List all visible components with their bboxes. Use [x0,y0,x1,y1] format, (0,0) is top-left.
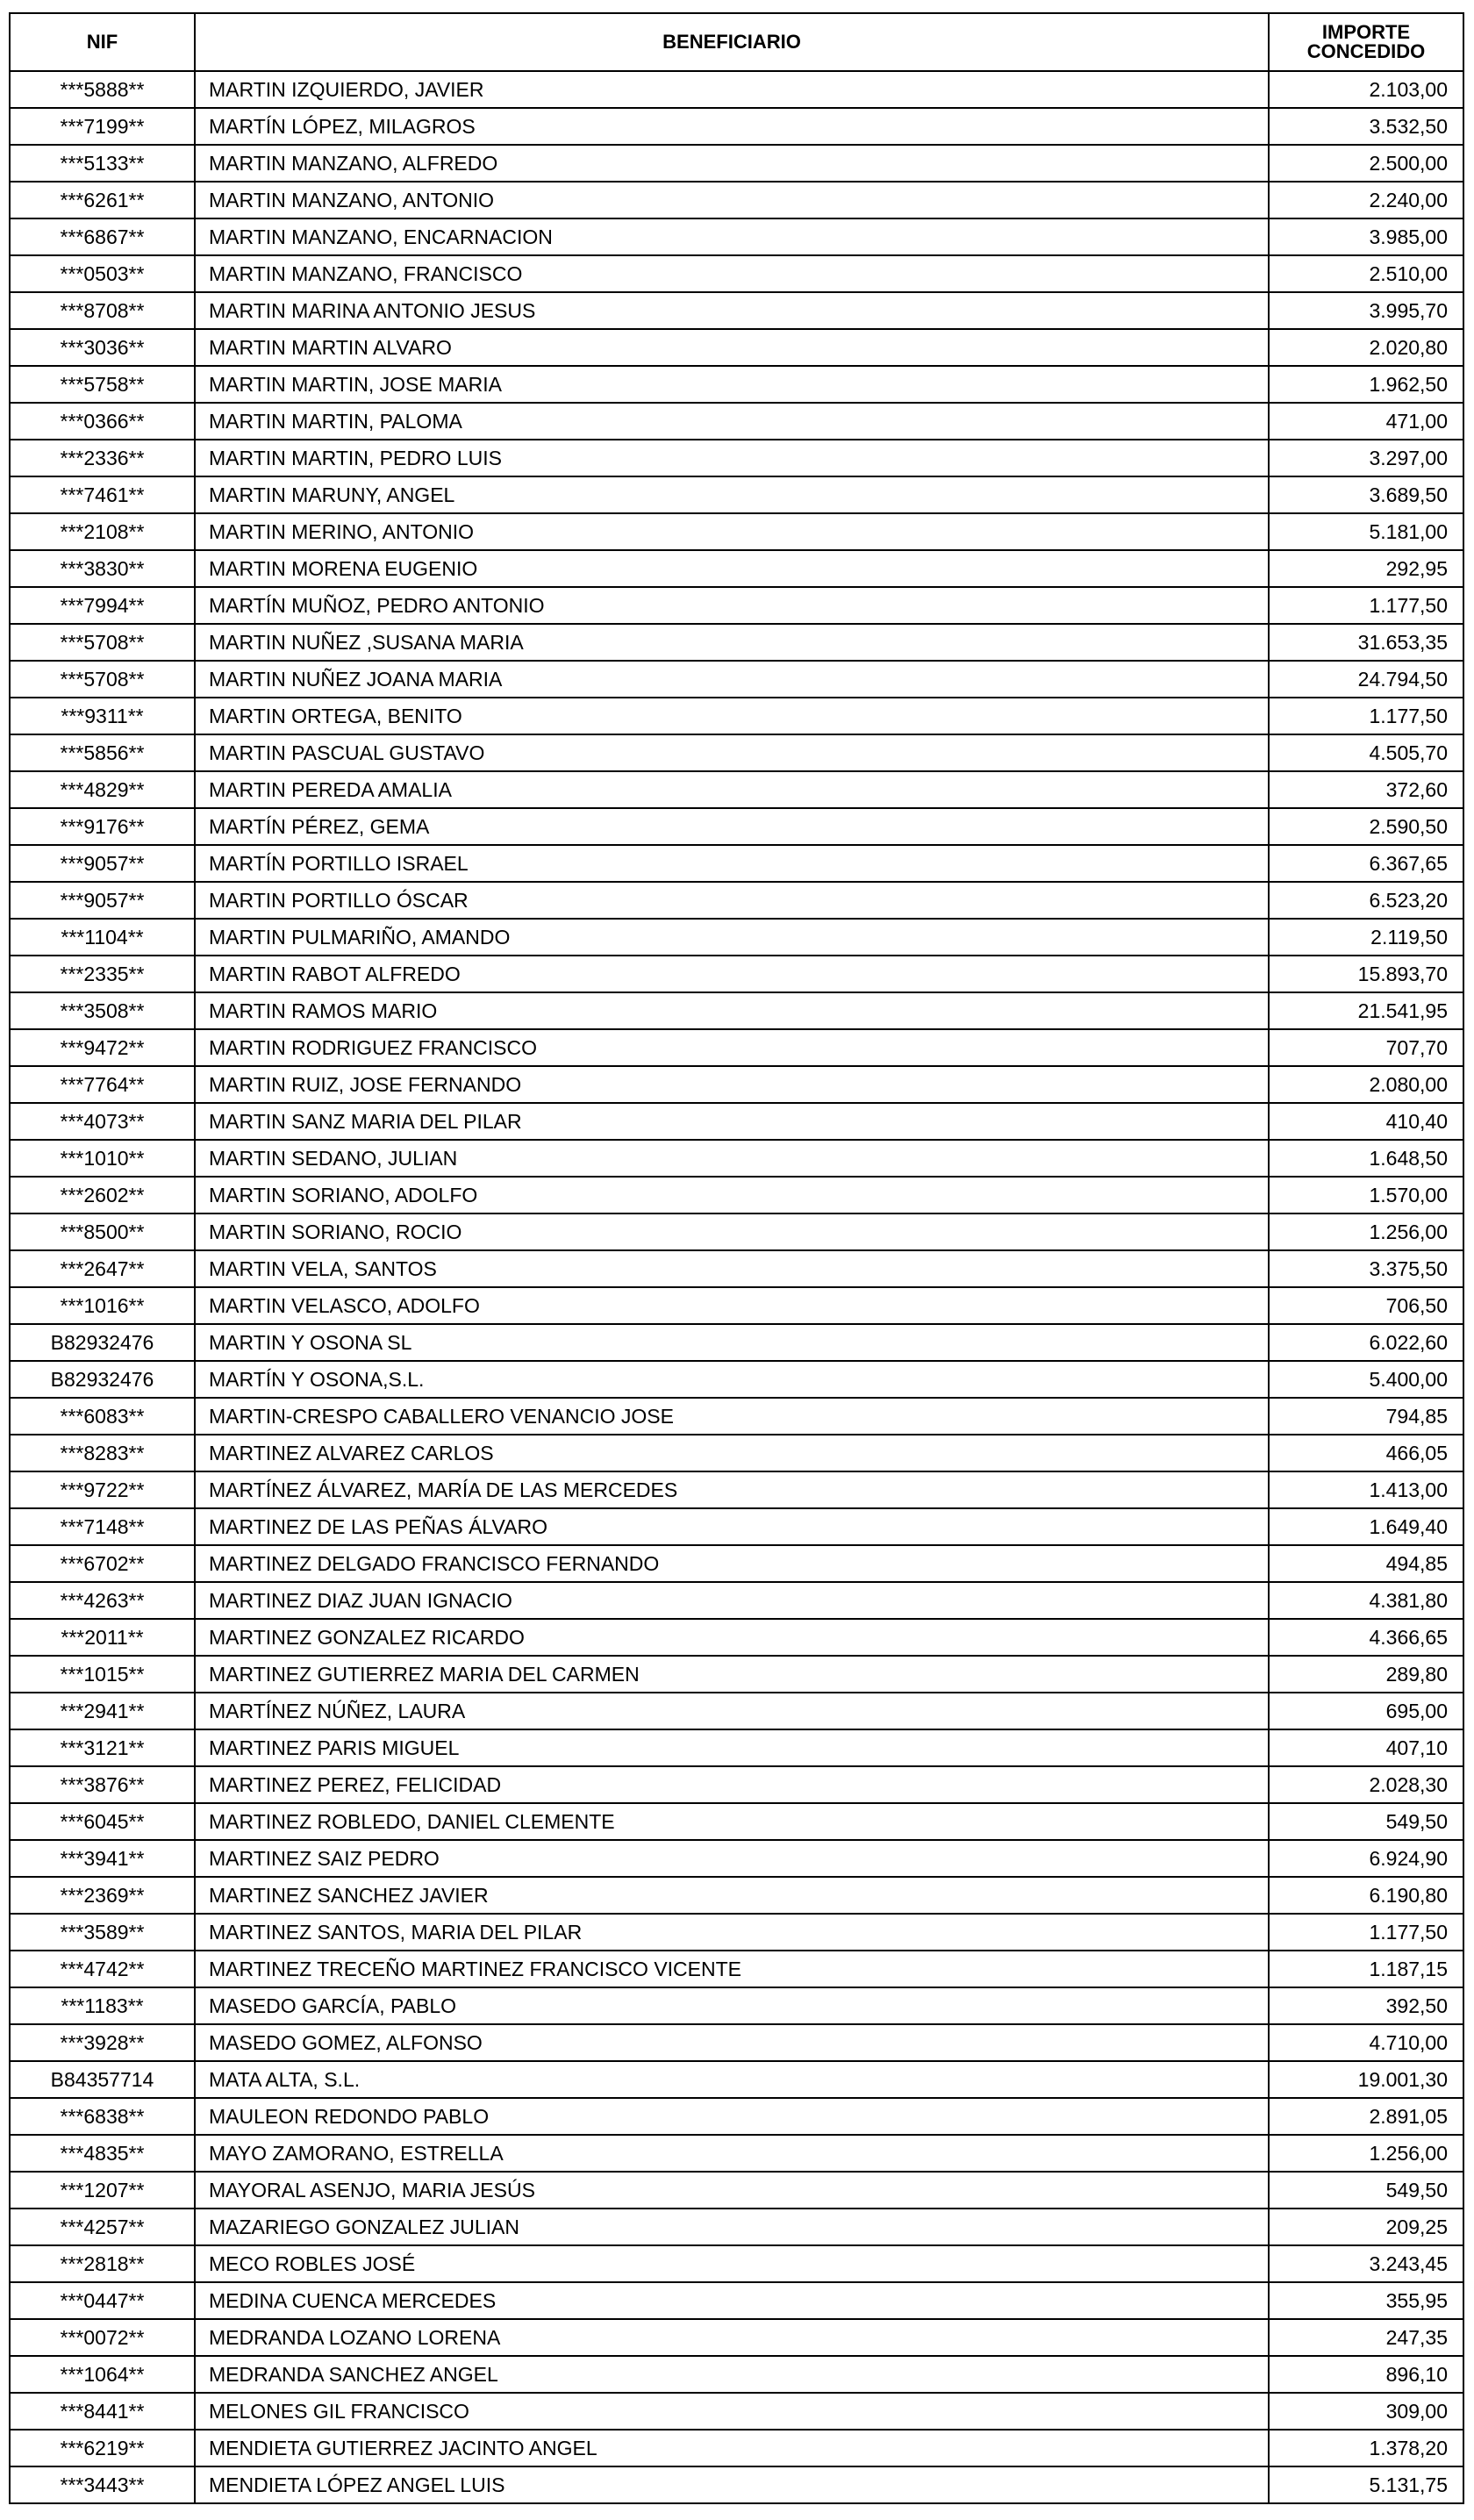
beneficiario-cell: MELONES GIL FRANCISCO [195,2393,1269,2430]
table-row [10,2430,1463,2466]
table-row [10,108,1463,145]
beneficiario-cell: MATA ALTA, S.L. [195,2061,1269,2098]
nif-cell: ***3443** [10,2466,195,2503]
table-row [10,1693,1463,1729]
importe-cell: 706,50 [1269,1287,1463,1324]
beneficiario-cell: MARTIN MANZANO, ANTONIO [195,182,1269,218]
nif-cell: ***6867** [10,218,195,255]
table-row [10,1140,1463,1177]
importe-cell: 15.893,70 [1269,956,1463,992]
importe-cell: 471,00 [1269,403,1463,440]
beneficiario-cell: MARTINEZ ALVAREZ CARLOS [195,1435,1269,1471]
importe-cell: 6.190,80 [1269,1877,1463,1914]
importe-cell: 392,50 [1269,1987,1463,2024]
nif-cell: ***4263** [10,1582,195,1619]
table-row [10,1213,1463,1250]
table-row [10,1066,1463,1103]
nif-cell: ***7461** [10,476,195,513]
table-row [10,1545,1463,1582]
importe-cell: 2.028,30 [1269,1766,1463,1803]
importe-cell: 4.366,65 [1269,1619,1463,1656]
nif-cell: B82932476 [10,1324,195,1361]
importe-cell: 5.131,75 [1269,2466,1463,2503]
importe-cell: 289,80 [1269,1656,1463,1693]
nif-cell: ***6083** [10,1398,195,1435]
nif-cell: ***9472** [10,1029,195,1066]
importe-cell: 2.500,00 [1269,145,1463,182]
beneficiario-cell: MARTIN VELA, SANTOS [195,1250,1269,1287]
table-row [10,1619,1463,1656]
table-row [10,2135,1463,2172]
importe-cell: 2.590,50 [1269,808,1463,845]
table-row [10,476,1463,513]
nif-cell: ***1104** [10,919,195,956]
table-row [10,1840,1463,1877]
table-row [10,550,1463,587]
beneficiario-cell: MARTIN PULMARIÑO, AMANDO [195,919,1269,956]
table-row [10,808,1463,845]
beneficiario-cell: MENDIETA LÓPEZ ANGEL LUIS [195,2466,1269,2503]
table-row [10,403,1463,440]
importe-cell: 292,95 [1269,550,1463,587]
beneficiario-cell: MARTIN MARINA ANTONIO JESUS [195,292,1269,329]
table-row [10,1324,1463,1361]
importe-cell: 5.181,00 [1269,513,1463,550]
importe-cell: 410,40 [1269,1103,1463,1140]
importe-cell: 2.240,00 [1269,182,1463,218]
importe-cell: 1.256,00 [1269,2135,1463,2172]
importe-cell: 6.022,60 [1269,1324,1463,1361]
importe-cell: 3.243,45 [1269,2245,1463,2282]
importe-cell: 6.523,20 [1269,882,1463,919]
nif-cell: ***9176** [10,808,195,845]
table-row [10,2393,1463,2430]
table-row [10,956,1463,992]
beneficiario-cell: MARTINEZ DE LAS PEÑAS ÁLVARO [195,1508,1269,1545]
table-row [10,2172,1463,2209]
table-row [10,992,1463,1029]
beneficiario-cell: MARTÍN PORTILLO ISRAEL [195,845,1269,882]
table-row [10,2282,1463,2319]
nif-cell: ***4742** [10,1951,195,1987]
nif-cell: ***4257** [10,2209,195,2245]
importe-cell: 2.103,00 [1269,71,1463,108]
beneficiario-cell: MARTIN PORTILLO ÓSCAR [195,882,1269,919]
nif-cell: ***3830** [10,550,195,587]
table-row [10,624,1463,661]
beneficiario-cell: MARTÍN PÉREZ, GEMA [195,808,1269,845]
nif-cell: ***7994** [10,587,195,624]
nif-cell: ***3876** [10,1766,195,1803]
beneficiario-cell: MARTIN IZQUIERDO, JAVIER [195,71,1269,108]
beneficiario-cell: MARTIN NUÑEZ ,SUSANA MARIA [195,624,1269,661]
beneficiario-cell: MAZARIEGO GONZALEZ JULIAN [195,2209,1269,2245]
nif-cell: ***5708** [10,661,195,698]
table-row [10,1914,1463,1951]
beneficiario-cell: MARTIN PEREDA AMALIA [195,771,1269,808]
importe-cell: 372,60 [1269,771,1463,808]
beneficiario-cell: MARTIN SANZ MARIA DEL PILAR [195,1103,1269,1140]
beneficiario-cell: MARTINEZ GONZALEZ RICARDO [195,1619,1269,1656]
importe-cell: 1.177,50 [1269,587,1463,624]
table-row [10,734,1463,771]
nif-cell: ***1010** [10,1140,195,1177]
importe-cell: 4.381,80 [1269,1582,1463,1619]
table-row [10,1103,1463,1140]
nif-cell: ***6702** [10,1545,195,1582]
importe-cell: 24.794,50 [1269,661,1463,698]
beneficiario-cell: MARTÍNEZ NÚÑEZ, LAURA [195,1693,1269,1729]
table-row [10,1803,1463,1840]
table-row [10,882,1463,919]
nif-cell: ***3928** [10,2024,195,2061]
importe-cell: 695,00 [1269,1693,1463,1729]
header-beneficiario: BENEFICIARIO [195,13,1269,71]
beneficiario-cell: MARTINEZ ROBLEDO, DANIEL CLEMENTE [195,1803,1269,1840]
beneficiario-cell: MARTIN MARTIN, JOSE MARIA [195,366,1269,403]
nif-cell: ***5888** [10,71,195,108]
nif-cell: ***2011** [10,1619,195,1656]
beneficiario-cell: MAYO ZAMORANO, ESTRELLA [195,2135,1269,2172]
table-row [10,1398,1463,1435]
beneficiario-cell: MARTIN NUÑEZ JOANA MARIA [195,661,1269,698]
header-importe-line2: CONCEDIDO [1306,40,1426,62]
table-row [10,771,1463,808]
beneficiario-cell: MARTIN RUIZ, JOSE FERNANDO [195,1066,1269,1103]
nif-cell: ***6219** [10,2430,195,2466]
beneficiario-cell: MARTÍN MUÑOZ, PEDRO ANTONIO [195,587,1269,624]
importe-cell: 5.400,00 [1269,1361,1463,1398]
table-row [10,1471,1463,1508]
table-row [10,2356,1463,2393]
nif-cell: ***3589** [10,1914,195,1951]
nif-cell: ***3508** [10,992,195,1029]
table-row [10,1287,1463,1324]
importe-cell: 2.891,05 [1269,2098,1463,2135]
beneficiario-cell: MARTÍN LÓPEZ, MILAGROS [195,108,1269,145]
nif-cell: ***1016** [10,1287,195,1324]
importe-cell: 1.570,00 [1269,1177,1463,1213]
importe-cell: 19.001,30 [1269,2061,1463,2098]
nif-cell: ***6261** [10,182,195,218]
beneficiario-cell: MARTIN MANZANO, ENCARNACION [195,218,1269,255]
importe-cell: 209,25 [1269,2209,1463,2245]
beneficiario-cell: MARTIN SORIANO, ROCIO [195,1213,1269,1250]
importe-cell: 1.378,20 [1269,2430,1463,2466]
nif-cell: ***3036** [10,329,195,366]
table-row [10,2098,1463,2135]
beneficiario-cell: MARTIN Y OSONA SL [195,1324,1269,1361]
beneficiario-cell: MEDINA CUENCA MERCEDES [195,2282,1269,2319]
nif-cell: ***1183** [10,1987,195,2024]
beneficiario-cell: MARTIN VELASCO, ADOLFO [195,1287,1269,1324]
table-row [10,587,1463,624]
beneficiario-cell: MARTIN PASCUAL GUSTAVO [195,734,1269,771]
nif-cell: ***4073** [10,1103,195,1140]
nif-cell: ***2369** [10,1877,195,1914]
beneficiario-cell: MARTIN MARTIN, PEDRO LUIS [195,440,1269,476]
table-row [10,1582,1463,1619]
importe-cell: 6.367,65 [1269,845,1463,882]
importe-cell: 707,70 [1269,1029,1463,1066]
nif-cell: ***6838** [10,2098,195,2135]
table-row [10,1987,1463,2024]
importe-cell: 1.648,50 [1269,1140,1463,1177]
importe-cell: 3.689,50 [1269,476,1463,513]
importe-cell: 4.710,00 [1269,2024,1463,2061]
nif-cell: ***5708** [10,624,195,661]
nif-cell: ***3121** [10,1729,195,1766]
beneficiario-cell: MASEDO GOMEZ, ALFONSO [195,2024,1269,2061]
nif-cell: ***9057** [10,845,195,882]
importe-cell: 4.505,70 [1269,734,1463,771]
importe-cell: 3.985,00 [1269,218,1463,255]
beneficiario-cell: MARTIN MANZANO, ALFREDO [195,145,1269,182]
table-row [10,1361,1463,1398]
beneficiario-cell: MARTINEZ GUTIERREZ MARIA DEL CARMEN [195,1656,1269,1693]
importe-cell: 3.532,50 [1269,108,1463,145]
table-row [10,218,1463,255]
nif-cell: ***8283** [10,1435,195,1471]
table-row [10,1729,1463,1766]
importe-cell: 1.177,50 [1269,1914,1463,1951]
table-row [10,1656,1463,1693]
importe-cell: 1.962,50 [1269,366,1463,403]
table-row [10,2061,1463,2098]
importe-cell: 549,50 [1269,2172,1463,2209]
table-row [10,1508,1463,1545]
beneficiario-cell: MARTIN ORTEGA, BENITO [195,698,1269,734]
header-importe-line1: IMPORTE [1321,21,1411,43]
nif-cell: ***2941** [10,1693,195,1729]
table-row [10,845,1463,882]
importe-cell: 2.510,00 [1269,255,1463,292]
table-row [10,182,1463,218]
table-header [10,13,1463,71]
beneficiario-cell: MARTIN MARTIN, PALOMA [195,403,1269,440]
beneficiario-cell: MARTIN MANZANO, FRANCISCO [195,255,1269,292]
beneficiario-cell: MARTIN MARTIN ALVARO [195,329,1269,366]
nif-cell: ***0072** [10,2319,195,2356]
importe-cell: 1.649,40 [1269,1508,1463,1545]
table-row [10,919,1463,956]
beneficiario-cell: MARTIN MERINO, ANTONIO [195,513,1269,550]
beneficiario-cell: MARTIN MORENA EUGENIO [195,550,1269,587]
nif-cell: ***1064** [10,2356,195,2393]
table-row [10,1877,1463,1914]
nif-cell: ***1015** [10,1656,195,1693]
table-row [10,1435,1463,1471]
importe-cell: 549,50 [1269,1803,1463,1840]
nif-cell: ***0503** [10,255,195,292]
nif-cell: ***2602** [10,1177,195,1213]
importe-cell: 3.375,50 [1269,1250,1463,1287]
importe-cell: 1.177,50 [1269,698,1463,734]
importe-cell: 31.653,35 [1269,624,1463,661]
table-row [10,2319,1463,2356]
beneficiario-cell: MASEDO GARCÍA, PABLO [195,1987,1269,2024]
nif-cell: ***4835** [10,2135,195,2172]
importe-cell: 309,00 [1269,2393,1463,2430]
nif-cell: B82932476 [10,1361,195,1398]
importe-cell: 2.119,50 [1269,919,1463,956]
table-row [10,2245,1463,2282]
table-row [10,1951,1463,1987]
nif-cell: ***5133** [10,145,195,182]
nif-cell: ***7199** [10,108,195,145]
nif-cell: ***2818** [10,2245,195,2282]
nif-cell: ***2335** [10,956,195,992]
nif-cell: ***2647** [10,1250,195,1287]
importe-cell: 407,10 [1269,1729,1463,1766]
beneficiario-cell: MARTIN SEDANO, JULIAN [195,1140,1269,1177]
nif-cell: ***2108** [10,513,195,550]
beneficiario-cell: MARTINEZ PARIS MIGUEL [195,1729,1269,1766]
table-body [10,71,1463,2503]
importe-cell: 1.256,00 [1269,1213,1463,1250]
importe-cell: 2.080,00 [1269,1066,1463,1103]
beneficiario-cell: MARTINEZ DELGADO FRANCISCO FERNANDO [195,1545,1269,1582]
table-row [10,71,1463,108]
beneficiario-cell: MECO ROBLES JOSÉ [195,2245,1269,2282]
beneficiario-cell: MARTINEZ SANTOS, MARIA DEL PILAR [195,1914,1269,1951]
importe-cell: 1.413,00 [1269,1471,1463,1508]
beneficiario-cell: MARTIN SORIANO, ADOLFO [195,1177,1269,1213]
nif-cell: ***7764** [10,1066,195,1103]
header-importe [1269,13,1463,71]
table-row [10,366,1463,403]
importe-cell: 21.541,95 [1269,992,1463,1029]
nif-cell: ***9057** [10,882,195,919]
beneficiario-cell: MEDRANDA SANCHEZ ANGEL [195,2356,1269,2393]
nif-cell: ***5758** [10,366,195,403]
table-row [10,1177,1463,1213]
beneficiario-cell: MAULEON REDONDO PABLO [195,2098,1269,2135]
importe-cell: 3.297,00 [1269,440,1463,476]
beneficiario-cell: MARTINEZ SANCHEZ JAVIER [195,1877,1269,1914]
beneficiario-cell: MENDIETA GUTIERREZ JACINTO ANGEL [195,2430,1269,2466]
nif-cell: ***9311** [10,698,195,734]
nif-cell: ***5856** [10,734,195,771]
nif-cell: ***6045** [10,1803,195,1840]
beneficiario-cell: MEDRANDA LOZANO LORENA [195,2319,1269,2356]
table-row [10,145,1463,182]
importe-cell: 1.187,15 [1269,1951,1463,1987]
nif-cell: ***0366** [10,403,195,440]
importe-cell: 2.020,80 [1269,329,1463,366]
header-nif: NIF [10,13,195,71]
beneficiario-cell: MARTINEZ PEREZ, FELICIDAD [195,1766,1269,1803]
nif-cell: ***0447** [10,2282,195,2319]
nif-cell: ***9722** [10,1471,195,1508]
beneficiario-cell: MARTIN MARUNY, ANGEL [195,476,1269,513]
table-row [10,1250,1463,1287]
header-row [10,13,1463,71]
importe-cell: 494,85 [1269,1545,1463,1582]
beneficiario-cell: MARTINEZ SAIZ PEDRO [195,1840,1269,1877]
nif-cell: ***1207** [10,2172,195,2209]
table-row [10,329,1463,366]
nif-cell: ***8441** [10,2393,195,2430]
importe-cell: 6.924,90 [1269,1840,1463,1877]
beneficiario-cell: MARTINEZ DIAZ JUAN IGNACIO [195,1582,1269,1619]
nif-cell: ***4829** [10,771,195,808]
importe-cell: 3.995,70 [1269,292,1463,329]
beneficiario-cell: MARTÍN Y OSONA,S.L. [195,1361,1269,1398]
table-row [10,2466,1463,2503]
beneficiario-cell: MAYORAL ASENJO, MARIA JESÚS [195,2172,1269,2209]
table-row [10,698,1463,734]
nif-cell: B84357714 [10,2061,195,2098]
table-row [10,255,1463,292]
importe-cell: 896,10 [1269,2356,1463,2393]
table-row [10,440,1463,476]
beneficiario-cell: MARTIN-CRESPO CABALLERO VENANCIO JOSE [195,1398,1269,1435]
importe-cell: 355,95 [1269,2282,1463,2319]
nif-cell: ***7148** [10,1508,195,1545]
beneficiario-cell: MARTIN RODRIGUEZ FRANCISCO [195,1029,1269,1066]
table-row [10,2024,1463,2061]
nif-cell: ***8708** [10,292,195,329]
nif-cell: ***3941** [10,1840,195,1877]
importe-cell: 794,85 [1269,1398,1463,1435]
nif-cell: ***2336** [10,440,195,476]
beneficiario-cell: MARTIN RAMOS MARIO [195,992,1269,1029]
table-row [10,2209,1463,2245]
nif-cell: ***8500** [10,1213,195,1250]
table-row [10,513,1463,550]
beneficiaries-table [9,12,1464,2504]
beneficiario-cell: MARTÍNEZ ÁLVAREZ, MARÍA DE LAS MERCEDES [195,1471,1269,1508]
table-row [10,292,1463,329]
beneficiario-cell: MARTIN RABOT ALFREDO [195,956,1269,992]
importe-cell: 247,35 [1269,2319,1463,2356]
beneficiaries-document [9,12,1463,2504]
beneficiario-cell: MARTINEZ TRECEÑO MARTINEZ FRANCISCO VICENTE [195,1951,1269,1987]
importe-cell: 466,05 [1269,1435,1463,1471]
table-row [10,1029,1463,1066]
table-row [10,661,1463,698]
table-row [10,1766,1463,1803]
